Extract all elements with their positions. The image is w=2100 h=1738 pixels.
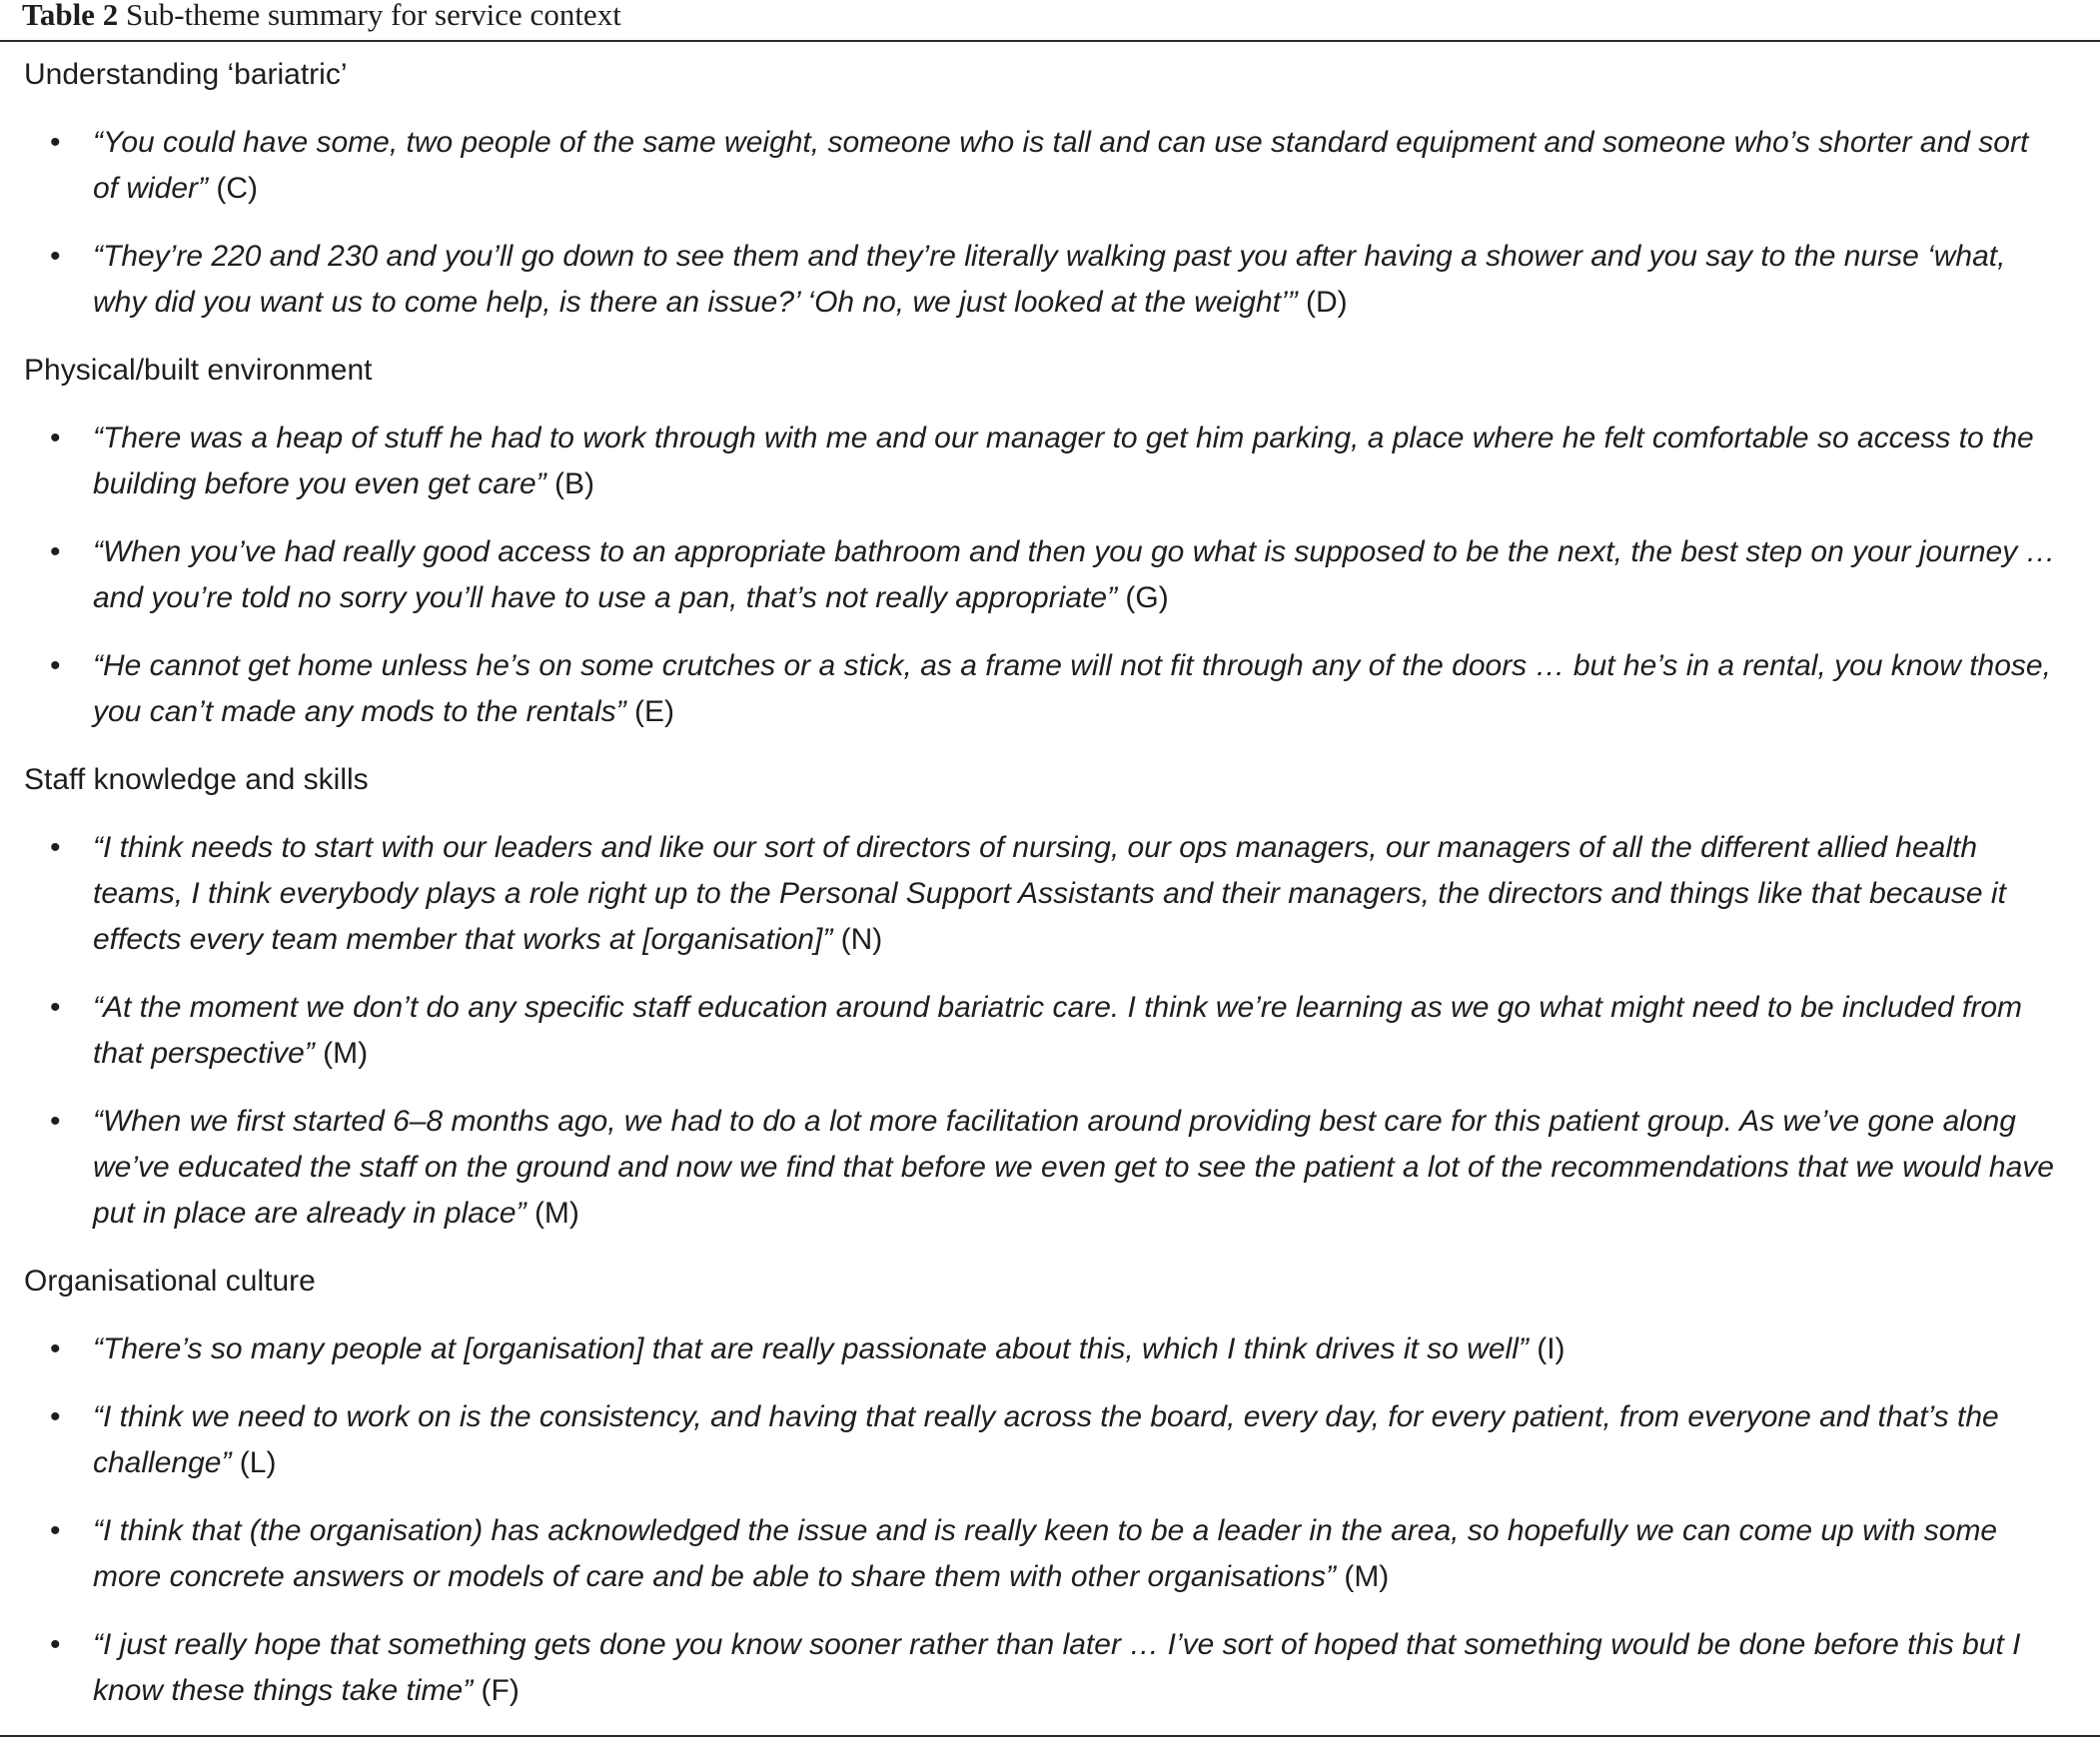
bullet-icon: • (50, 1105, 61, 1138)
theme-heading: Understanding ‘bariatric’ (24, 58, 348, 91)
list-item (0, 416, 2100, 507)
list-item (0, 120, 2100, 212)
participant-code: (M) (323, 1037, 369, 1070)
bullet-icon: • (50, 126, 61, 159)
quote-text: “I think we need to work on is the consistency, and having that really across the board, every day, for every patient, from everyone and that’s the challenge” (93, 1400, 1999, 1479)
list-item (0, 1326, 2100, 1372)
list-item (0, 643, 2100, 735)
theme-heading: Staff knowledge and skills (24, 763, 369, 796)
quote-text: “There’s so many people at [organisation] that are really passionate about this, which I think drives it so well” (93, 1332, 1529, 1365)
quote-list (0, 120, 2100, 326)
participant-code: (L) (239, 1446, 277, 1479)
bullet-icon: • (50, 1514, 61, 1547)
participant-code: (C) (216, 172, 259, 205)
bullet-icon: • (50, 422, 61, 454)
participant-code: (D) (1306, 286, 1348, 319)
quote-text: “There was a heap of stuff he had to work through with me and our manager to get him parking, a place where he felt comfortable so access to the building before you even get care” (93, 422, 2034, 500)
quote-text: “You could have some, two people of the same weight, someone who is tall and can use standard equipment and someone who’s shorter and sort of wider” (93, 126, 2029, 205)
bullet-icon: • (50, 649, 61, 682)
list-item (0, 1508, 2100, 1600)
quote-list (0, 1326, 2100, 1714)
participant-code: (G) (1125, 581, 1169, 614)
section-understanding-bariatric (0, 52, 2100, 326)
quote-text: “When we first started 6–8 months ago, we had to do a lot more facilitation around providing best care for this patient group. As we’ve gone along we’ve educated the staff on the ground and now we find that before we even get to see the patient a lot of the recommendations that we would have put in place are already in place” (93, 1105, 2054, 1230)
bullet-icon: • (50, 1400, 61, 1433)
table-bottom-rule (0, 1735, 2100, 1737)
table-caption (22, 0, 621, 32)
quote-list (0, 825, 2100, 1237)
bullet-icon: • (50, 831, 61, 864)
table-label: Table 2 (22, 0, 119, 32)
participant-code: (M) (1344, 1560, 1390, 1593)
quote-text: “He cannot get home unless he’s on some crutches or a stick, as a frame will not fit through any of the doors … but he’s in a rental, you know those, you can’t made any mods to the rentals” (93, 649, 2051, 728)
list-item (0, 234, 2100, 326)
participant-code: (I) (1537, 1332, 1566, 1365)
table-top-rule (0, 40, 2100, 42)
list-item (0, 1394, 2100, 1486)
section-staff-knowledge-and-skills (0, 757, 2100, 1237)
quote-list (0, 416, 2100, 735)
list-item (0, 1622, 2100, 1714)
list-item (0, 529, 2100, 621)
quote-text: “I think needs to start with our leaders and like our sort of directors of nursing, our ops managers, our managers of all the different allied health teams, I think everybody plays a role right up to the Personal Support Assistants and their managers, the directors and things like that because it effects every team member that works at [organisation]” (93, 831, 2006, 956)
list-item (0, 985, 2100, 1077)
quote-text: “When you’ve had really good access to an appropriate bathroom and then you go what is supposed to be the next, the best step on your journey … and you’re told no sorry you’ll have to use a pan, that’s not really appropriate” (93, 535, 2056, 614)
table-title: Sub-theme summary for service context (125, 0, 621, 32)
section-organisational-culture (0, 1259, 2100, 1714)
bullet-icon: • (50, 535, 61, 568)
section-physical-built-environment (0, 348, 2100, 735)
quote-text: “I think that (the organisation) has acknowledged the issue and is really keen to be a leader in the area, so hopefully we can come up with some more concrete answers or models of care and be able to share them with other organisations” (93, 1514, 1998, 1593)
bullet-icon: • (50, 1628, 61, 1661)
quote-text: “I just really hope that something gets done you know sooner rather than later … I’ve sort of hoped that something would be done before this but I know these things take time” (93, 1628, 2021, 1707)
participant-code: (B) (553, 467, 594, 500)
table-body (0, 52, 2100, 1736)
participant-code: (E) (633, 695, 674, 728)
theme-heading: Organisational culture (24, 1265, 316, 1298)
participant-code: (M) (533, 1197, 579, 1230)
list-item (0, 825, 2100, 963)
participant-code: (F) (481, 1674, 520, 1707)
quote-text: “At the moment we don’t do any specific staff education around bariatric care. I think we’re learning as we go what might need to be included from that perspective” (93, 991, 2023, 1070)
theme-heading: Physical/built environment (24, 354, 373, 387)
participant-code: (N) (840, 923, 883, 956)
bullet-icon: • (50, 240, 61, 273)
list-item (0, 1099, 2100, 1237)
quote-text: “They’re 220 and 230 and you’ll go down to see them and they’re literally walking past you after having a shower and you say to the nurse ‘what, why did you want us to come help, is there an issue?’ ‘Oh no, we just looked at the weight’” (93, 240, 2006, 319)
bullet-icon: • (50, 991, 61, 1024)
bullet-icon: • (50, 1332, 61, 1365)
